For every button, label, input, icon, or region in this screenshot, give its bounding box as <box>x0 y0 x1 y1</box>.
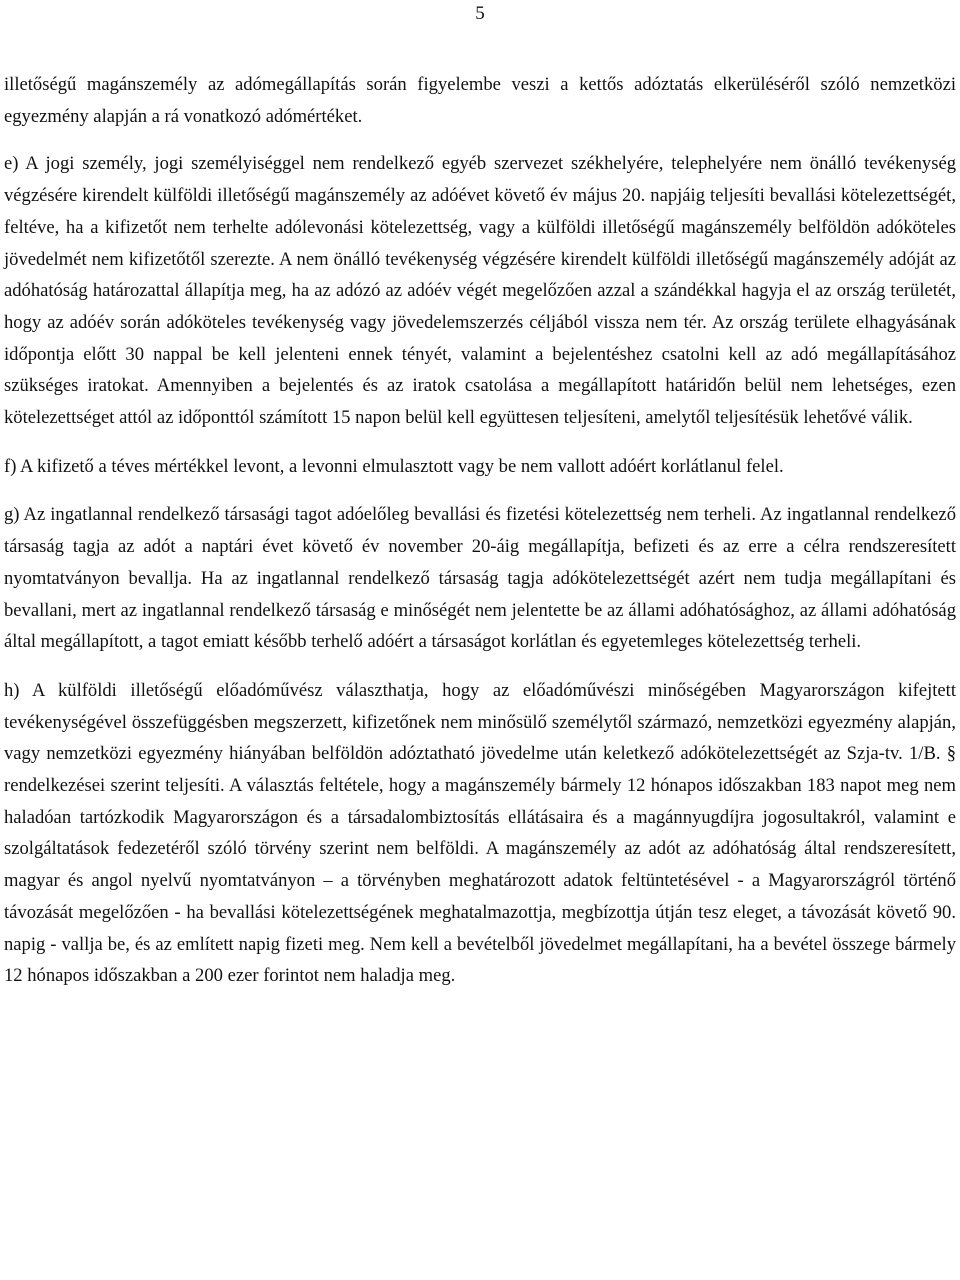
paragraph-f-payer-liability: f) A kifizető a téves mértékkel levont, a levonni elmulasztott vagy be nem vallott adóért korlátlanul felel. <box>4 455 784 477</box>
paragraph-residency-continuation: illetőségű magánszemély az adómegállapítás során figyelembe veszi a kettős adóztatás elkerüléséről szóló nemzetközi egyezmény alapján a rá vonatkozó adómértéket. <box>4 74 956 127</box>
paragraph-h-foreign-performer: h) A külföldi illetőségű előadóművész választhatja, hogy az előadóművészi minőségében Magyarországon kifejtett tevékenységével összefüggésben megszerzett, kifizetőnek nem minősülő személytől származó, nemzetközi egyezmény alapján, vagy nemzetközi egyezmény hiányában belföldön adóztatható jövedelme után keletkező adókötelezettségét az Szja-tv. 1/B. § rendelkezései szerint teljesíti. A választás feltétele, hogy a magánszemély bármely 12 hónapos időszakban 183 napot meg nem haladóan tartózkodik Magyarországon és a társadalombiztosítás ellátásaira és a magánnyugdíjra jogosultakról, valamint e szolgáltatások fedezetéről szóló törvény szerint nem belföldi. A magánszemély az adót az adóhatóság által rendszeresített, magyar és angol nyelvű nyomtatványon – a törvényben meghatározott adatok feltüntetésével - a Magyarországról történő távozását megelőzően - ha bevallási kötelezettségének meghatalmazottja, megbízottja útján tesz eleget, a távozását követő 90. napig - vallja be, és az említett napig fizeti meg. Nem kell a bevételből jövedelmet megállapítani, ha a bevétel összege bármely 12 hónapos időszakban a 200 ezer forintot nem haladja meg. <box>4 679 956 987</box>
paragraph-g-real-estate-company-member: g) Az ingatlannal rendelkező társasági tagot adóelőleg bevallási és fizetési kötelezettség nem terheli. Az ingatlannal rendelkező társaság tagja az adót a naptári évet követő év november 20-áig megállapítja, befizeti és az erre a célra rendszeresített nyomtatványon bevallja. Ha az ingatlannal rendelkező társaság tagja adókötelezettségét azért nem tudja megállapítani és bevallani, mert az ingatlannal rendelkező társaság e minőségét nem jelentette be az állami adóhatósághoz, az állami adóhatóság által megállapított, a tagot emiatt később terhelő adóért a társaságot korlátlan és egyetemleges kötelezettség terheli. <box>4 504 956 653</box>
page-number: 5 <box>475 3 485 24</box>
paragraph-e-posted-foreign-individual: e) A jogi személy, jogi személyiséggel nem rendelkező egyéb szervezet székhelyére, telephelyére nem önálló tevékenység végzésére kirendelt külföldi illetőségű magánszemély az adóévet követő év május 20. napjáig teljesíti bevallási kötelezettségét, feltéve, ha a kifizetőt nem terhelte adólevonási kötelezettség, vagy a külföldi illetőségű magánszemély belföldön adóköteles jövedelmét nem kifizetőtől szerezte. A nem önálló tevékenység végzésére kirendelt külföldi illetőségű magánszemély adóját az adóhatóság határozattal állapítja meg, ha az adózó az adóév végét megelőzően azzal a szándékkal hagyja el az ország területét, hogy az adóév során adóköteles tevékenység vagy jövedelemszerzés céljából vissza nem tér. Az ország területe elhagyásának időpontja előtt 30 nappal be kell jelenteni ennek tényét, valamint a bejelentéshez csatolni kell az adó megállapításához szükséges iratokat. Amennyiben a bejelentés és az iratok csatolása a megállapított határidőn belül nem lehetséges, ezen kötelezettséget attól az időponttól számított 15 napon belül kell együttesen teljesíteni, amelytől teljesítésük lehetővé válik. <box>4 153 956 429</box>
document-body <box>4 69 956 992</box>
